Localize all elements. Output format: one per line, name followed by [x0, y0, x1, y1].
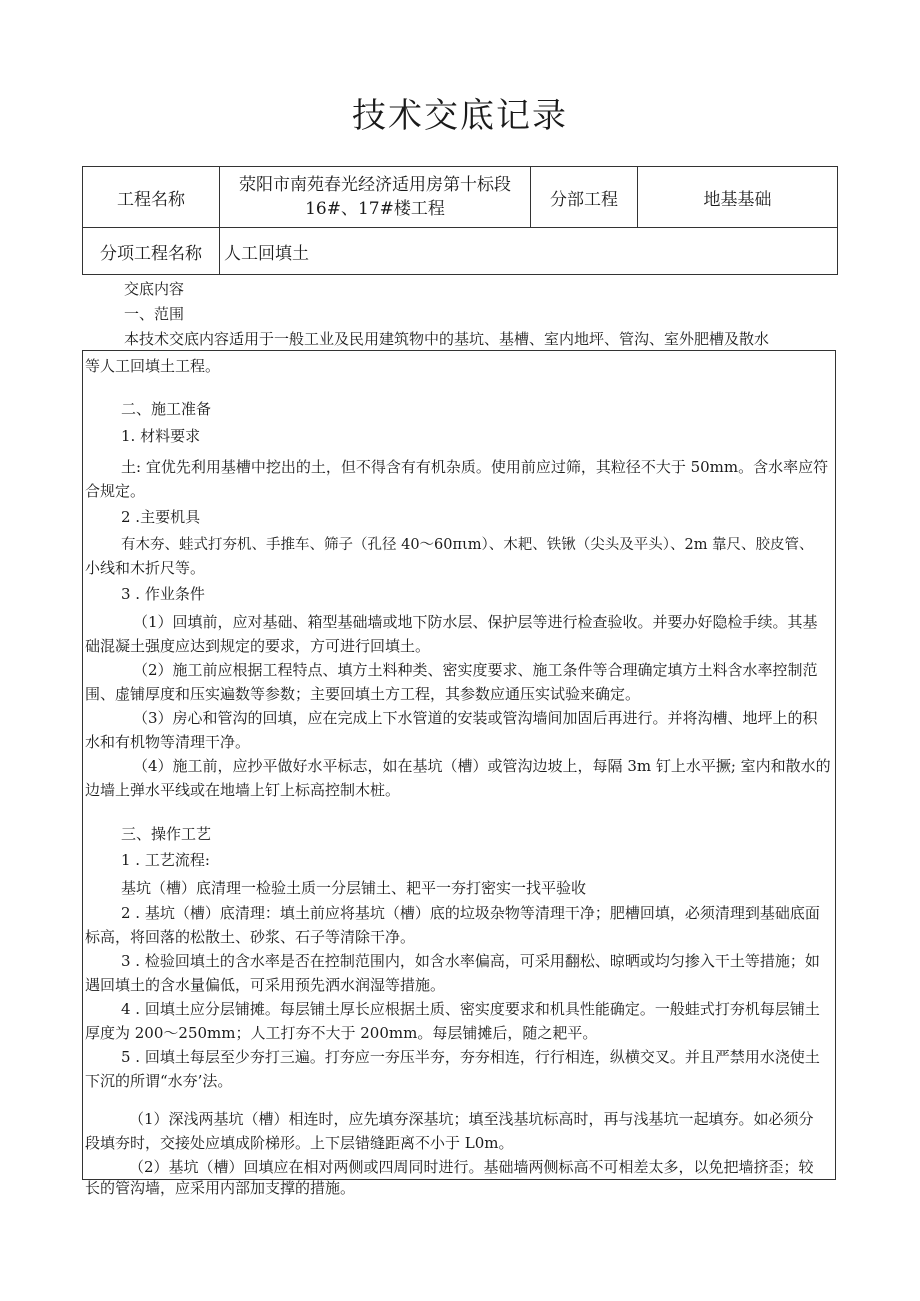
s5-line2: 下沉的所谓“水夯’法。 [85, 1072, 233, 1090]
p2-line1: （2）基坑（槽）回填应在相对两侧或四周同时进行。基础墙两侧标高不可相差太多，以免把墙挤歪；较 [129, 1158, 814, 1176]
s3-line2: 遇回填土的含水量偏低，可采用预先洒水润湿等措施。 [85, 976, 446, 994]
s2-line2: 标高，将回落的松散土、砂浆、石子等清除干净。 [85, 928, 416, 946]
c4-line2: 边墙上弹水平线或在地墙上钉上标高控制木桩。 [85, 781, 401, 799]
prep-heading: 二、施工准备 [121, 400, 212, 418]
s5-line1: 5 . 回填土每层至少夯打三遍。打夯应一夯压半夯，夯夯相连，行行相连，纵横交叉。并且严禁用水浇使土 [121, 1048, 820, 1066]
s4-line1: 4 . 回填土应分层铺摊。每层铺土厚长应根据土质、密实度要求和机具性能确定。一般蛙式打夯机每层铺土 [121, 1000, 820, 1018]
c3-line2: 水和有机物等清理干净。 [85, 733, 251, 751]
flow-line: 基坑（槽）底清理一检验土质一分层铺土、耙平一夯打密实一找平验收 [121, 879, 587, 897]
scope-line2: 等人工回填土工程。 [85, 357, 221, 375]
header-table [82, 166, 838, 275]
c4-line1: （4）施工前，应抄平做好水平标志，如在基坑（槽）或管沟边坡上，每隔 3m 钉上水平撅; 室内和散水的 [133, 757, 831, 775]
content-label: 交底内容 [124, 280, 185, 298]
c2-line1: （2）施工前应根据工程特点、填方土料种类、密实度要求、施工条件等合理确定填方土料含水率控制范 [133, 661, 818, 679]
c1-line1: （1）回填前，应对基础、箱型基础墙或地下防水层、保护层等进行检查验收。并要办好隐检手续。其基 [133, 613, 818, 631]
project-value-line1: 荥阳市南苑春光经济适用房第十标段 [239, 175, 511, 195]
c1-line2: 础混凝土强度应达到规定的要求，方可进行回填土。 [85, 637, 431, 655]
content-box [82, 350, 836, 1197]
tools-line2: 小线和木折尺等。 [85, 559, 206, 577]
s3-line1: 3 . 检验回填土的含水率是否在控制范围内，如含水率偏高，可采用翻松、晾晒或均匀掺入干土等措施；如 [121, 952, 820, 970]
c2-line2: 围、虚铺厚度和压实遍数等参数；主要回填土方工程，其参数应通压实试验来确定。 [85, 685, 641, 703]
conditions-heading: 3 . 作业条件 [121, 585, 205, 603]
document-title: 技术交底记录 [352, 96, 568, 136]
scope-line1: 本技术交底内容适用于一般工业及民用建筑物中的基坑、基槽、室内地坪、管沟、室外肥槽及散水 [124, 330, 770, 348]
project-label: 工程名称 [83, 167, 220, 228]
division-label: 分部工程 [531, 167, 638, 228]
p1-line1: （1）深浅两基坑（槽）相连时，应先填夯深基坑；填至浅基坑标高时，再与浅基坑一起填夯。如必须分 [129, 1110, 814, 1128]
division-value: 地基基础 [638, 167, 838, 228]
project-value-line2: 16#、17#楼工程 [305, 199, 445, 219]
soil-line1: 土: 宜优先利用基槽中挖出的土，但不得含有有机杂质。使用前应过筛，其粒径不大于 50mm。含水率应符 [121, 458, 829, 476]
soil-line2: 合规定。 [85, 482, 146, 500]
materials-heading: 1. 材料要求 [121, 427, 201, 445]
ops-heading: 三、操作工艺 [121, 825, 212, 843]
item-label: 分项工程名称 [83, 228, 220, 275]
p1-line2: 段填夯时，交接处应填成阶梯形。上下层错缝距离不小于 L0m。 [85, 1134, 514, 1152]
s2-line1: 2 . 基坑（槽）底清理：填土前应将基坑（槽）底的垃圾杂物等清理干净；肥槽回填，必须清理到基础底面 [121, 904, 820, 922]
p2-line2: 长的管沟墙，应采用内部加支撑的措施。 [85, 1179, 356, 1197]
header-row-project [83, 167, 838, 228]
scope-heading: 一、范围 [124, 305, 185, 323]
c3-line1: （3）房心和管沟的回填，应在完成上下水管道的安装或管沟墙间加固后再进行。并将沟槽、地坪上的积 [133, 709, 818, 727]
item-value: 人工回填土 [220, 228, 838, 275]
flow-heading: 1 . 工艺流程: [121, 851, 210, 869]
tools-line1: 有木夯、蛙式打夯机、手推车、筛子（孔径 40～60πιm）、木耙、铁锹（尖头及平头）、2m 靠尺、胶皮管、 [121, 537, 814, 553]
project-value [220, 167, 531, 228]
s4-line2: 厚度为 200～250mm；人工打夯不大于 200mm。每层铺摊后，随之耙平。 [85, 1024, 598, 1042]
tools-heading: 2 .主要机具 [121, 508, 201, 526]
header-row-item [83, 228, 838, 275]
